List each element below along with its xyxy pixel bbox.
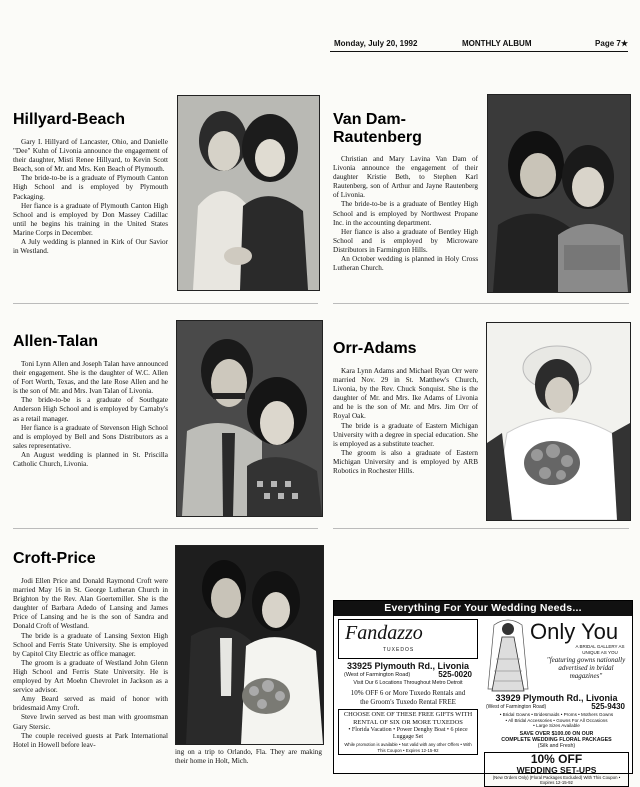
- only-you-discount: 10% OFF: [530, 751, 583, 766]
- paragraph: The bride-to-be is a graduate of Plymouth Canton High School and is employed by Plymouth Packaging.: [13, 174, 168, 201]
- headline-allen-talan: Allen-Talan: [13, 333, 99, 350]
- article-croft-price: [13, 577, 168, 750]
- headline-line: Van Dam-: [333, 111, 406, 128]
- only-you-logo: Only You: [530, 619, 619, 644]
- fandazzo-locations: Visit Our 6 Locations Throughout Metro Detroit: [353, 680, 463, 686]
- paragraph: The bride-to-be is a graduate of Bentley High School and is employed by Northwest Propane Inc. in the accounting department.: [333, 200, 478, 227]
- only-you-coupon: [484, 752, 629, 787]
- headline-orr-adams: Orr-Adams: [333, 340, 417, 357]
- fandazzo-logo-box: [338, 619, 478, 659]
- only-you-top: [484, 619, 629, 693]
- header-page: Page 7★: [595, 39, 628, 48]
- fandazzo-sub: TUXEDOS: [383, 647, 415, 653]
- service-line: • Bridal Gowns • Bridesmaids • Proms • Mothers Gowns: [499, 712, 614, 717]
- save-line: (Silk and Fresh): [537, 743, 576, 750]
- paragraph: Toni Lynn Allen and Joseph Talan have announced their engagement. She is the daughter of W.C. Allen of Fort Worth, Texas, and the late Rose Allen and he is the son of Mr. and Mrs. Ivan Talan of Livonia.: [13, 360, 168, 396]
- divider: [333, 528, 629, 529]
- article-allen-talan: [13, 360, 168, 469]
- fandazzo-offer2-title: CHOOSE ONE OF THESE FREE GIFTS WITH RENTAL OF SIX OR MORE TUXEDOS: [343, 711, 473, 726]
- save-line: SAVE OVER $100.00 ON OUR: [519, 730, 594, 737]
- divider: [13, 303, 318, 304]
- paragraph: The bride is a graduate of Eastern Michigan University with a degree in special education. She is employed as a substitute teacher.: [333, 421, 478, 448]
- paragraph: The groom is a graduate of Westland John Glenn High School and Ferris State University. He is employed by Art Moehn Chevrolet in Jackson as a service advisor.: [13, 658, 168, 695]
- couple-photo-van-dam-rautenberg: [487, 94, 631, 293]
- paragraph: Gary I. Hillyard of Lancaster, Ohio, and Danielle "Dee" Kuhn of Livonia announce the engagement of their daughter, Misti Renee Hillyard, to Kevin Scott Beach, son of Mr. and Mrs. Ken Beach of Plymouth.: [13, 138, 168, 174]
- only-you-fine: (New Orders Only) (Floral Packages Excluded) With This Coupon • Expires 12-15-92: [492, 774, 621, 785]
- fandazzo-phone: 525-0020: [438, 670, 472, 679]
- paragraph: An October wedding is planned in Holy Cross Lutheran Church.: [333, 255, 478, 273]
- only-you-save: [484, 731, 629, 750]
- article-van-dam-rautenberg: [333, 155, 478, 273]
- only-you-services: [484, 712, 629, 729]
- page-header: [330, 37, 628, 52]
- ad-banner: Everything For Your Wedding Needs...: [334, 601, 632, 616]
- paragraph: An August wedding is planned in St. Priscilla Catholic Church, Livonia.: [13, 450, 168, 469]
- couple-photo-allen-talan: [176, 320, 323, 517]
- paragraph: The bride is a graduate of Lansing Sexton High School and Ferris State University. She is employed by Capitol City Electric as office manager.: [13, 631, 168, 658]
- fandazzo-logo: Fandazzo: [345, 622, 423, 644]
- couple-photo-orr-adams: [486, 322, 631, 521]
- fandazzo-contact: [338, 671, 478, 680]
- headline-van-dam-rautenberg: [333, 111, 422, 147]
- divider: [333, 303, 629, 304]
- only-you-phone: 525-9430: [591, 702, 625, 711]
- fandazzo-fine: While promotion is available • Not valid with any other Offers • With This Coupon • Expires 12-15-92: [344, 742, 472, 753]
- service-line: • Large Sizes Available: [533, 723, 580, 729]
- fandazzo-address: 33925 Plymouth Rd., Livonia: [346, 661, 470, 671]
- paragraph: Amy Beard served as maid of honor with bridesmaid Amy Croft.: [13, 695, 168, 713]
- paragraph: Her fiance is a graduate of Plymouth Canton High School and is employed by Don Massey Cadillac until he begins his training in the United States Marine Corps in December.: [13, 201, 168, 237]
- article-croft-price-continuation: ing on a trip to Orlando, Fla. They are making their home in Holt, Mich.: [175, 748, 322, 766]
- couple-photo-hillyard-beach: [177, 95, 320, 291]
- wedding-ad: [333, 600, 633, 785]
- headline-line: Rautenberg: [333, 129, 422, 146]
- paragraph: The groom is also a graduate of Eastern Michigan University and is employed by ARB Robotics in Rochester Hills.: [333, 448, 478, 476]
- couple-photo-croft-price: [175, 545, 324, 745]
- paragraph: Kara Lynn Adams and Michael Ryan Orr were married Nov. 29 in St. Matthew's Church, Livonia, by the Rev. Chuck Sonquist. She is the daughter of Mr. and Mrs. Ike Adams of Livonia and he is the son of Mr. and Mrs. Jim Orr of Royal Oak.: [333, 367, 478, 421]
- header-section: MONTHLY ALBUM: [462, 39, 532, 48]
- paragraph: Steve Irwin served as best man with groomsman Gary Stersic.: [13, 713, 168, 731]
- save-line: COMPLETE WEDDING FLORAL PACKAGES: [501, 737, 612, 744]
- headline-hillyard-beach: Hillyard-Beach: [13, 111, 126, 128]
- fandazzo-offer-box: [338, 709, 478, 755]
- paragraph: Christian and Mary Lavina Van Dam of Livonia announce the engagement of their daughter Kristie Beth, to Stephen Karl Rautenberg, son of Arthur and Jayne Rautenberg of Livonia.: [333, 155, 478, 200]
- ad-only-you: [484, 619, 629, 785]
- article-orr-adams: [333, 367, 478, 476]
- paragraph: The couple received guests at Park International Hotel in Howell before leav-: [13, 731, 168, 749]
- fandazzo-cross: (West of Farmington Road): [344, 672, 411, 678]
- only-you-contact: [484, 703, 629, 712]
- bride-illustration-icon: [484, 619, 532, 693]
- paragraph: Her fiance is also a graduate of Bentley High School and is employed by Microware Distributors in Farmington Hills.: [333, 227, 478, 254]
- paragraph: The bride-to-be is a graduate of Southgate Anderson High School and is employed by Carnaby's as a retail manager.: [13, 396, 168, 423]
- paragraph: Jodi Ellen Price and Donald Raymond Croft were married May 16 in St. George Lutheran Church in Brighton by the Rev. Alan Goertemiller. She is the daughter of Barbara Adedo of Lansing and James Price of Lansing and he is the son of Sandra and Donald Croft of Westland.: [13, 577, 168, 631]
- only-you-address: 33929 Plymouth Rd., Livonia: [495, 693, 618, 703]
- only-you-tagline: A BRIDAL GALLERY AS UNIQUE AS YOU: [575, 644, 625, 655]
- service-line: • All Bridal Accessories • Gowns For All Occasions: [505, 717, 608, 723]
- fandazzo-offer2-items: • Florida Vacation • Power Denghy Boat • 6 piece Luggage Set: [348, 727, 468, 740]
- paragraph: Her fiance is a graduate of Stevenson High School and is employed by Bell and Sons Distributors as a sales representative.: [13, 423, 168, 450]
- article-hillyard-beach: [13, 138, 168, 256]
- fandazzo-offer1: 10% OFF 6 or More Tuxedo Rentals and the Groom's Tuxedo Rental FREE: [350, 689, 466, 706]
- headline-croft-price: Croft-Price: [13, 550, 96, 567]
- only-you-setups: WEDDING SET-UPS: [516, 764, 597, 775]
- ad-fandazzo: [338, 619, 478, 769]
- only-you-cross: (West of Farmington Road): [486, 704, 547, 710]
- divider: [13, 528, 318, 529]
- header-date: Monday, July 20, 1992: [334, 39, 418, 48]
- only-you-featuring: "featuring gowns nationally advertised in bridal magazines": [546, 656, 626, 680]
- paragraph: A July wedding is planned in Kirk of Our Savior in Westland.: [13, 238, 168, 256]
